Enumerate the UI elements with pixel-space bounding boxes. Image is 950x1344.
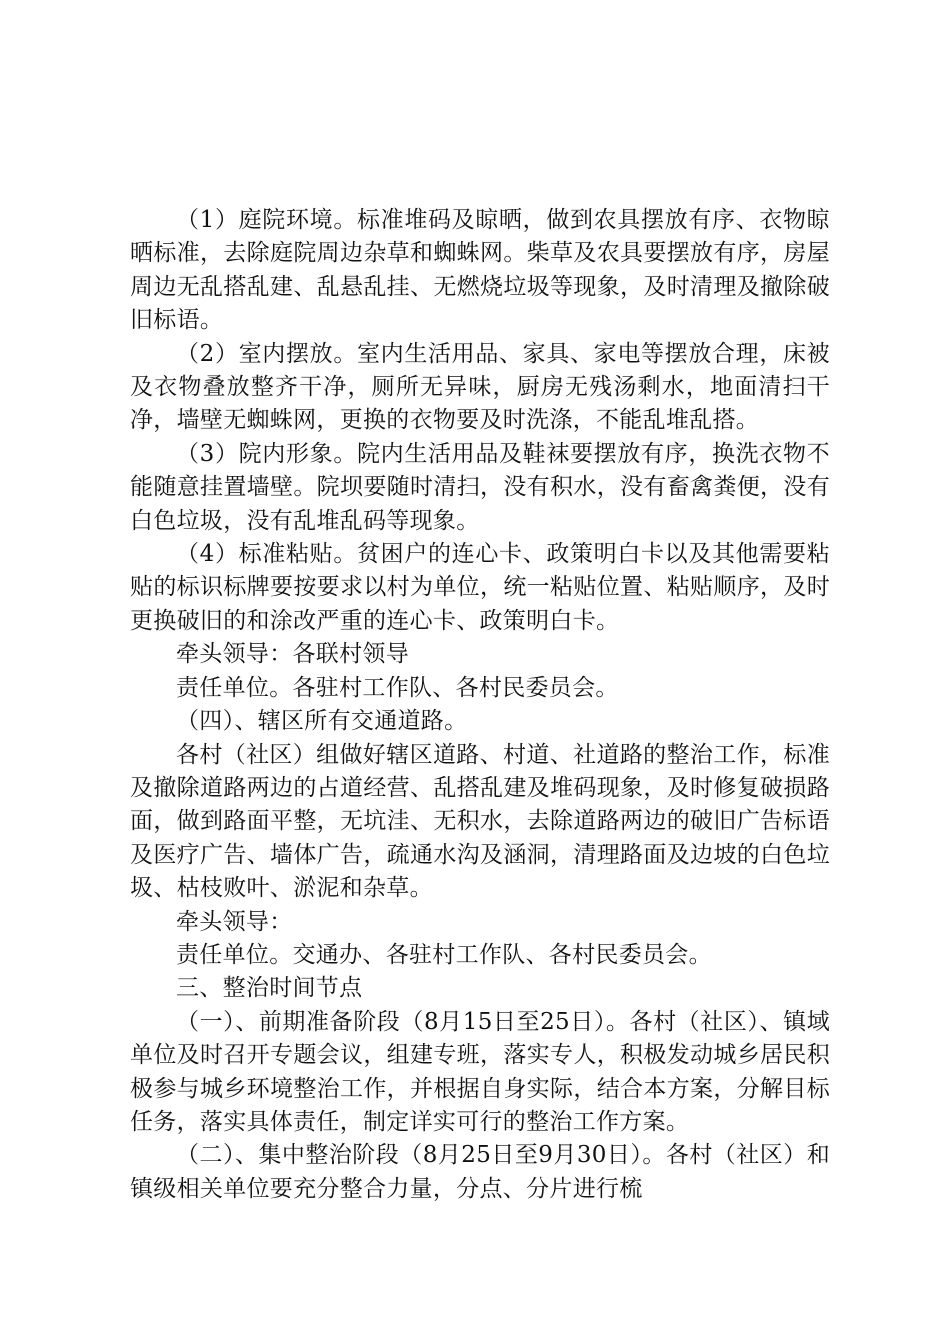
paragraph-yard-image: （3）院内形象。院内生活用品及鞋袜要摆放有序，换洗衣物不能随意挂置墙壁。院坝要随时清扫，没有积水，没有畜禽粪便，没有白色垃圾，没有乱堆乱码等现象。 xyxy=(130,440,830,534)
paragraph-roads: 各村（社区）组做好辖区道路、村道、社道路的整治工作，标准及撤除道路两边的占道经营、乱搭乱建及堆码现象，及时修复破损路面，做到路面平整，无坑洼、无积水，去除道路两边的破旧广告标语及医疗广告、墙体广告，疏通水沟及涵洞，清理路面及边坡的白色垃圾、枯枝败叶、淤泥和杂草。 xyxy=(130,741,830,902)
responsible-unit-1: 责任单位。各驻村工作队、各村民委员会。 xyxy=(176,674,619,701)
lead-leader-2: 牵头领导： xyxy=(176,908,293,935)
section-heading-roads: （四）、辖区所有交通道路。 xyxy=(176,708,468,735)
paragraph-courtyard: （1）庭院环境。标准堆码及晾晒，做到农具摆放有序、衣物晾晒标准，去除庭院周边杂草和蜘蛛网。柴草及农具要摆放有序，房屋周边无乱搭乱建、乱悬乱挂、无燃烧垃圾等现象，及时清理及撤除破旧标语。 xyxy=(130,207,830,334)
paragraph-preparation-stage: （一）、前期准备阶段（8月15日至25日）。各村（社区）、镇域单位及时召开专题会议，组建专班，落实专人，积极发动城乡居民积极参与城乡环境整治工作，并根据自身实际，结合本方案，分解目标任务，落实具体责任，制定详实可行的整治工作方案。 xyxy=(130,1008,830,1135)
document-body xyxy=(130,204,830,1206)
paragraph-posting: （4）标准粘贴。贫困户的连心卡、政策明白卡以及其他需要粘贴的标识标牌要按要求以村为单位，统一粘贴位置、粘贴顺序，及时更换破旧的和涂改严重的连心卡、政策明白卡。 xyxy=(130,541,830,634)
paragraph-indoor: （2）室内摆放。室内生活用品、家具、家电等摆放合理，床被及衣物叠放整齐干净，厕所无异味，厨房无残汤剩水，地面清扫干净，墙壁无蜘蛛网，更换的衣物要及时洗涤，不能乱堆乱搭。 xyxy=(130,340,830,434)
responsible-unit-2: 责任单位。交通办、各驻村工作队、各村民委员会。 xyxy=(176,941,712,968)
section-heading-timeline: 三、整治时间节点 xyxy=(176,975,363,1002)
paragraph-concentrated-stage: （二）、集中整治阶段（8月25日至9月30日）。各村（社区）和镇级相关单位要充分整合力量，分点、分片进行梳 xyxy=(130,1142,830,1202)
lead-leader-1: 牵头领导：各联村领导 xyxy=(176,641,409,668)
